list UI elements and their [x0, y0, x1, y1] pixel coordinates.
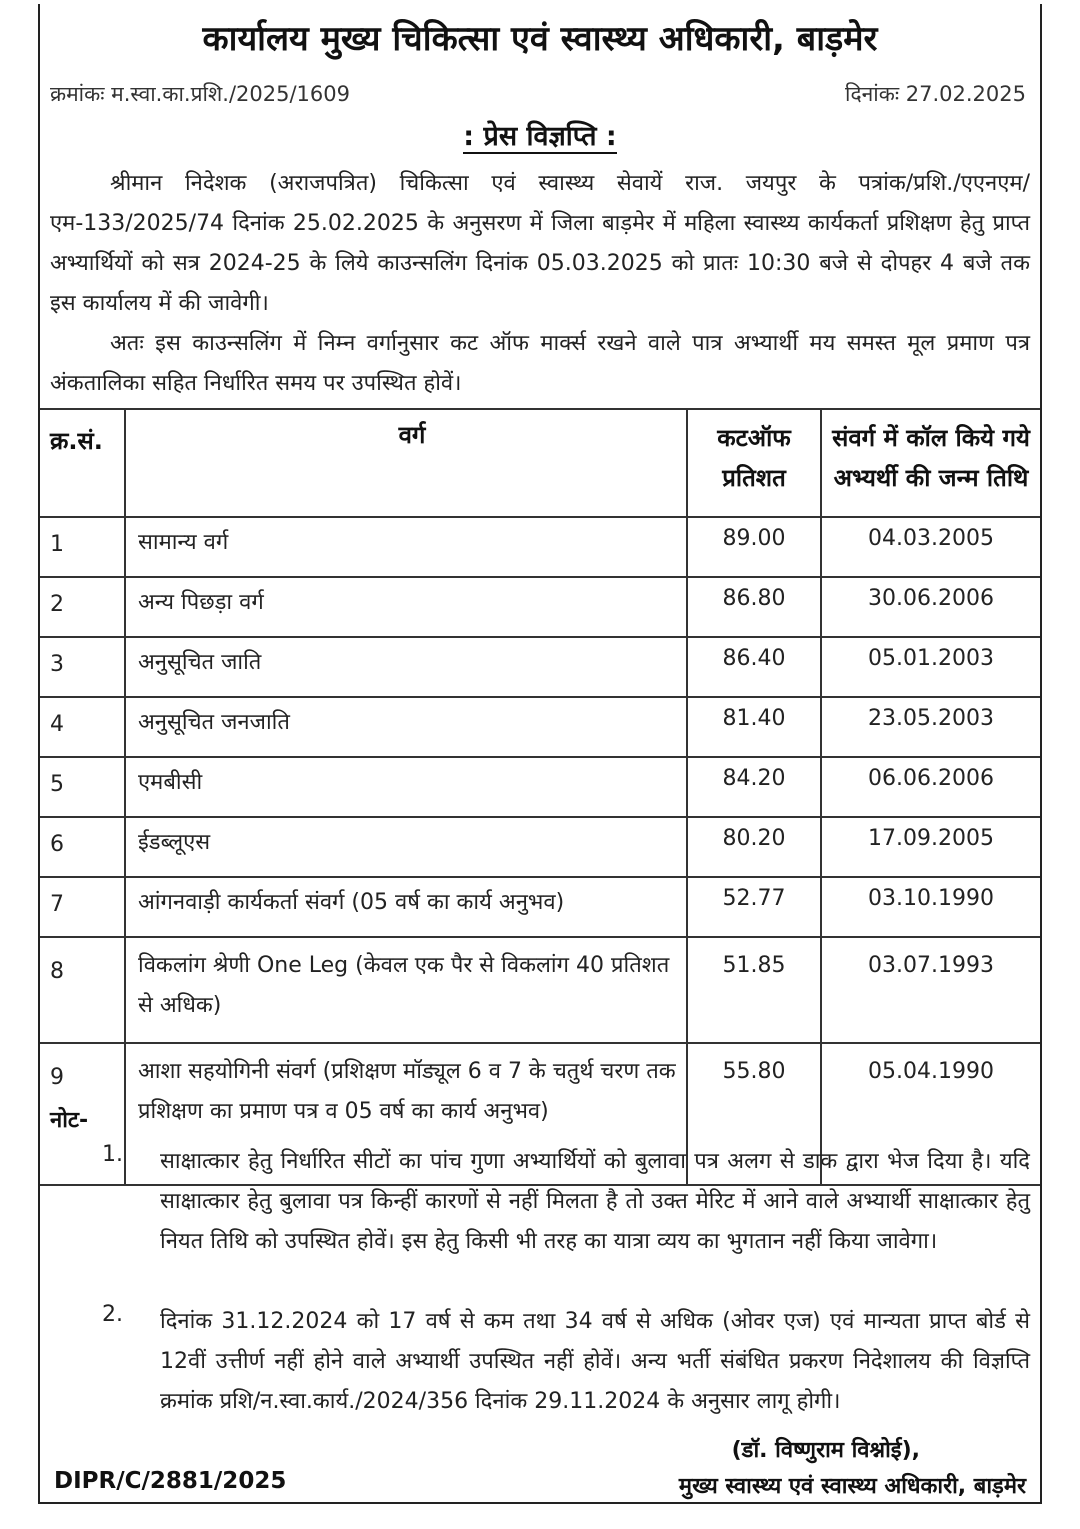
row-cutoff: 89.00	[687, 517, 821, 577]
row-sno: 4	[40, 697, 125, 757]
note-text: दिनांक 31.12.2024 को 17 वर्ष से कम तथा 34 वर्ष से अधिक (ओवर एज) एवं मान्यता प्राप्त बोर्ड से 12वीं उत्तीर्ण नहीं होने वाले अभ्यार्थी उपस्थित नहीं होवें। अन्य भर्ती संबंधित प्रकरण निदेशालय की विज्ञप्ति क्रमांक प्रशि/न.स्वा.कार्य./2024/356 दिनांक 29.11.2024 के अनुसार लागू होगी।	[160, 1309, 1030, 1414]
dipr-number: DIPR/C/2881/2025	[54, 1468, 287, 1494]
row-sno: 2	[40, 577, 125, 637]
note-number: 1.	[102, 1142, 123, 1167]
table-row	[40, 697, 1040, 757]
row-cutoff: 80.20	[687, 817, 821, 877]
row-dob: 05.01.2003	[821, 637, 1040, 697]
row-cutoff: 55.80	[687, 1043, 821, 1185]
reference-number: क्रमांकः म.स्वा.का.प्रशि./2025/1609	[50, 82, 350, 106]
header-sno: क्र.सं.	[40, 409, 125, 517]
press-notice	[38, 4, 1042, 1504]
header-category: वर्ग	[125, 409, 687, 517]
row-sno: 8	[40, 937, 125, 1043]
row-dob: 03.07.1993	[821, 937, 1040, 1043]
row-category: अनुसूचित जनजाति	[125, 697, 687, 757]
row-cutoff: 86.80	[687, 577, 821, 637]
row-dob: 03.10.1990	[821, 877, 1040, 937]
row-category: आशा सहयोगिनी संवर्ग (प्रशिक्षण मॉड्यूल 6 व 7 के चतुर्थ चरण तक प्रशिक्षण का प्रमाण पत्र व 05 वर्ष का कार्य अनुभव)	[125, 1043, 687, 1185]
row-sno: 9	[40, 1043, 125, 1185]
row-sno: 6	[40, 817, 125, 877]
row-dob: 04.03.2005	[821, 517, 1040, 577]
table-row	[40, 817, 1040, 877]
row-dob: 17.09.2005	[821, 817, 1040, 877]
row-cutoff: 52.77	[687, 877, 821, 937]
table-row	[40, 757, 1040, 817]
signatory-designation: मुख्य स्वास्थ्य एवं स्वास्थ्य अधिकारी, बाड़मेर	[678, 1474, 1026, 1499]
row-cutoff: 81.40	[687, 697, 821, 757]
table-row	[40, 877, 1040, 937]
row-sno: 3	[40, 637, 125, 697]
header-cutoff: कटऑफ प्रतिशत	[687, 409, 821, 517]
row-category: सामान्य वर्ग	[125, 517, 687, 577]
row-category: अन्य पिछड़ा वर्ग	[125, 577, 687, 637]
row-dob: 06.06.2006	[821, 757, 1040, 817]
table-row	[40, 937, 1040, 1043]
row-category: अनुसूचित जाति	[125, 637, 687, 697]
cutoff-table	[40, 408, 1040, 1186]
intro-paragraph: श्रीमान निदेशक (अराजपत्रित) चिकित्सा एवं स्वास्थ्य सेवायें राज. जयपुर के पत्रांक/प्रशि./एएनएम/एम-133/2025/74 दिनांक 25.02.2025 के अनुसरण में जिला बाड़मेर में महिला स्वास्थ्य कार्यकर्ता प्रशिक्षण हेतु प्राप्त अभ्यार्थियों को सत्र 2024-25 के लिये काउन्सलिंग दिनांक 05.03.2025 को प्रातः 10:30 बजे से दोपहर 4 बजे तक इस कार्यालय में की जावेगी।	[50, 171, 1030, 316]
note-number: 2.	[102, 1302, 123, 1327]
row-dob: 05.04.1990	[821, 1043, 1040, 1185]
office-title: कार्यालय मुख्य चिकित्सा एवं स्वास्थ्य अधिकारी, बाड़मेर	[202, 19, 878, 59]
row-sno: 5	[40, 757, 125, 817]
row-dob: 30.06.2006	[821, 577, 1040, 637]
row-cutoff: 86.40	[687, 637, 821, 697]
row-category: ईडब्लूएस	[125, 817, 687, 877]
table-header-row	[40, 409, 1040, 517]
row-category: एमबीसी	[125, 757, 687, 817]
table-row	[40, 577, 1040, 637]
table-row	[40, 517, 1040, 577]
reference-date: दिनांकः 27.02.2025	[845, 82, 1026, 106]
row-sno: 1	[40, 517, 125, 577]
instruction-paragraph: अतः इस काउन्सलिंग में निम्न वर्गानुसार कट ऑफ मार्क्स रखने वाले पात्र अभ्यार्थी मय समस्त मूल प्रमाण पत्र अंकतालिका सहित निर्धारित समय पर उपस्थित होवें।	[50, 331, 1030, 396]
row-category: विकलांग श्रेणी One Leg (केवल एक पैर से विकलांग 40 प्रतिशत से अधिक)	[125, 937, 687, 1043]
row-cutoff: 84.20	[687, 757, 821, 817]
row-sno: 7	[40, 877, 125, 937]
note-label: नोट-	[50, 1108, 89, 1133]
press-release-heading: : प्रेस विज्ञप्ति :	[463, 121, 617, 152]
row-category: आंगनवाड़ी कार्यकर्ता संवर्ग (05 वर्ष का कार्य अनुभव)	[125, 877, 687, 937]
row-cutoff: 51.85	[687, 937, 821, 1043]
table-row	[40, 637, 1040, 697]
row-dob: 23.05.2003	[821, 697, 1040, 757]
signatory-name: (डॉ. विष्णुराम विश्नोई),	[731, 1438, 920, 1463]
note-text: साक्षात्कार हेतु निर्धारित सीटों का पांच गुणा अभ्यार्थियों को बुलावा पत्र अलग से डाक द्वारा भेज दिया है। यदि साक्षात्कार हेतु बुलावा पत्र किन्हीं कारणों से नहीं मिलता है तो उक्त मेरिट में आने वाले अभ्यार्थी साक्षात्कार हेतु नियत तिथि को उपस्थित होवें। इस हेतु किसी भी तरह का यात्रा व्यय का भुगतान नहीं किया जावेगा।	[160, 1149, 1030, 1254]
header-dob: संवर्ग में कॉल किये गये अभ्यर्थी की जन्म तिथि	[821, 409, 1040, 517]
